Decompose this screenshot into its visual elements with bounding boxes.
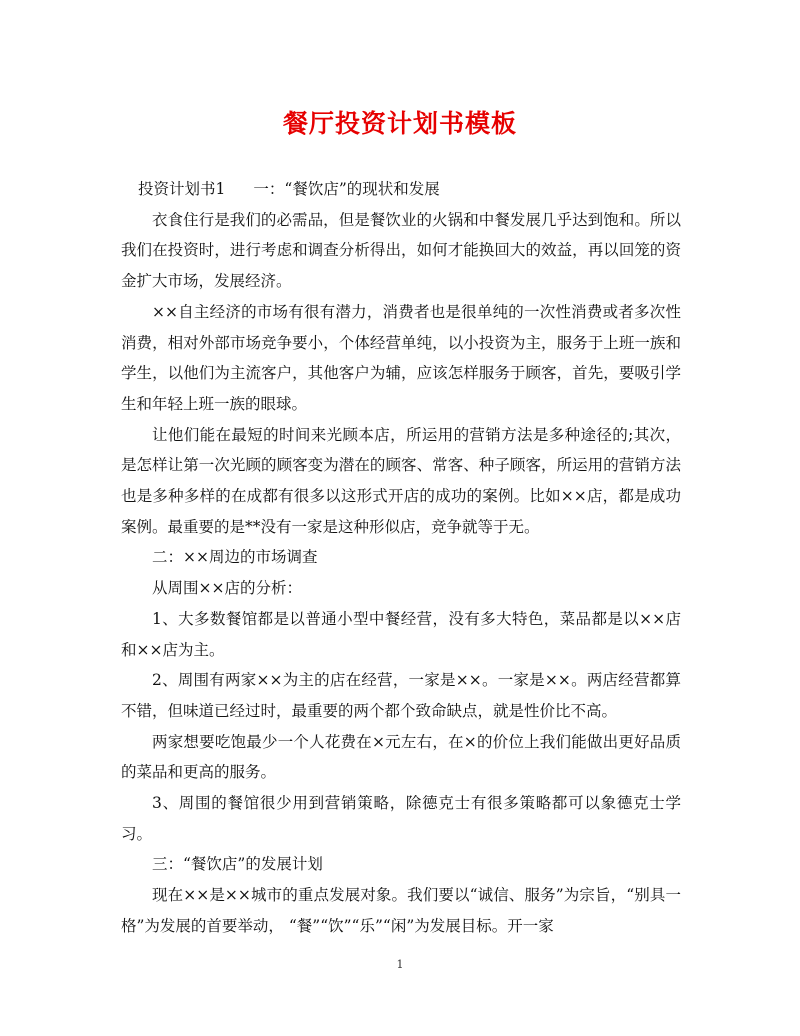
document-title: 餐厅投资计划书模板 [282,109,517,138]
paragraph: ××自主经济的市场有很有潜力，消费者也是很单纯的一次性消费或者多次性消费，相对外部市场竞争要小，个体经营单纯，以小投资为主，服务于上班一族和学生，以他们为主流客户，其他客户为辅，应该怎样服务于顾客，首先，要吸引学生和年轻上班一族的眼球。 [121,302,681,413]
list-item: 3、周围的餐馆很少用到营销策略，除德克士有很多策略都可以象德克士学习。 [121,794,681,843]
intro-heading: 一：“餐饮店”的现状和发展 [253,180,440,198]
paragraph: 现在××是××城市的重点发展对象。我们要以“诚信、服务”为宗旨，“别具一格”为发展的首要举动， “餐”“饮”“乐”“闲”为发展目标。开一家 [121,886,681,935]
intro-line [121,174,681,205]
intro-label: 投资计划书1 [138,180,226,198]
paragraph: 让他们能在最短的时间来光顾本店，所运用的营销方法是多种途径的;其次，是怎样让第一次光顾的顾客变为潜在的顾客、常客、种子顾客，所运用的营销方法也是多种多样的在成都有很多以这形式开店的成功的案例。比如××店，都是成功案例。最重要的是**没有一家是这种形似店，竞争就等于无。 [121,425,681,536]
page-number: 1 [396,958,404,971]
paragraph: 从周围××店的分析： [152,579,302,598]
list-item: 1、大多数餐馆都是以普通小型中餐经营，没有多大特色，菜品都是以××店和××店为主。 [121,609,681,659]
paragraph: 衣食住行是我们的必需品，但是餐饮业的火锅和中餐发展几乎达到饱和。所以我们在投资时，进行考虑和调查分析得出，如何才能换回大的效益，再以回笼的资金扩大市场，发展经济。 [121,210,681,291]
paragraph: 两家想要吃饱最少一个人花费在×元左右，在×的价位上我们能做出更好品质的菜品和更高的服务。 [121,732,681,782]
section-heading: 三：“餐饮店”的发展计划 [152,855,323,874]
list-item: 2、周围有两家××为主的店在经营，一家是××。一家是××。两店经营都算不错，但味道已经过时，最重要的两个都个致命缺点，就是性价比不高。 [121,671,681,720]
document-body [121,174,681,942]
section-heading: 二：××周边的市场调查 [152,548,318,567]
